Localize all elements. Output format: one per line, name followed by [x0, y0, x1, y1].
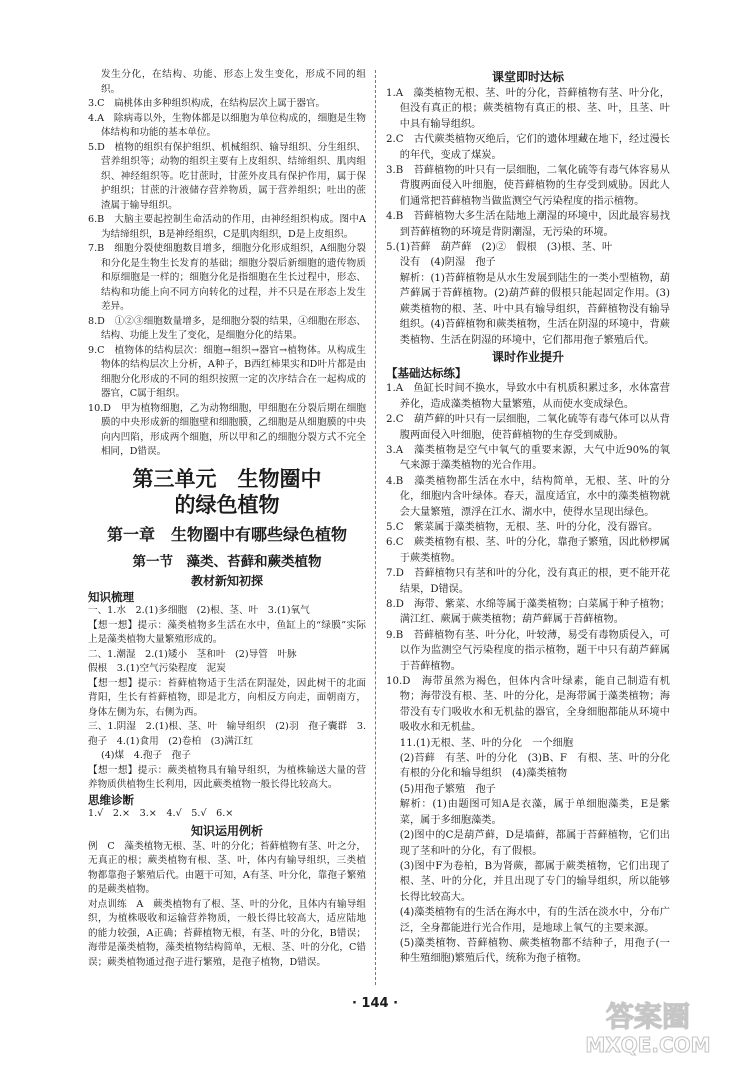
intro-text: 发生分化，在结构、功能、形态上发生变化，形成不同的组织。	[100, 69, 366, 95]
practice-answer: 对点训练 A 蕨类植物有了根、茎、叶的分化，且体内有输导组织，为植株吸收和运输营养物质，一般长得比较高大，适应陆地的能力较强，A正确；苔藓植物无根，有茎、叶的分化，B错误；海带是藻类植物，藻类植物结构简单，无根、茎、叶的分化，C错误；蕨类植物通过孢子进行繁殖，是孢子植物，D错误。	[88, 898, 366, 968]
think-1: 【想一想】提示：藻类植物多生活在水中，鱼缸上的“绿膜”实际上是藻类植物大量繁殖形成的。	[88, 619, 366, 645]
watermark-logo	[578, 996, 718, 1058]
basic-answer-list	[386, 381, 670, 735]
answer-item: 5.D 植物的组织有保护组织、机械组织、输导组织、分生组织、营养组织等；动物的组织主要有上皮组织、结缔组织、肌肉组织、神经组织等。吃甘蔗时，甘蔗外皮具有保护作用，属于保护组织；甘蔗的汁液储存营养物质，属于营养组织；吐出的蔗渣属于输导组织。	[88, 141, 366, 211]
analysis-11-line: (2)图中的C是葫芦藓，D是墙藓，都属于苔藓植物，它们出现了茎和叶的分化，有了假根。	[399, 830, 670, 857]
right-column	[386, 68, 681, 967]
unit-title-line2: 的绿色植物	[174, 492, 280, 517]
column-divider	[375, 70, 376, 985]
answer-5a: 5.(1)苔藓 葫芦藓 (2)② 假根 (3)根、茎、叶	[386, 242, 613, 254]
diagnosis-label: 思维诊断	[88, 792, 134, 807]
analysis-5: 解析：(1)苔藓植物是从水生发展到陆生的一类小型植物，葫芦藓属于苔藓植物。(2)葫芦藓的假根只能起固定作用。(3)蕨类植物的根、茎、叶中具有输导组织，苔藓植物没有输导组织。(4)苔藓植物和蕨类植物，生活在阴湿的环境中，背蕨类植物、生活在阴湿的环境中，它们都用孢子繁殖后代。	[399, 272, 670, 346]
answer-item: 3.C 扁桃体由多种组织构成，在结构层次上属于器官。	[88, 98, 326, 109]
section-title: 第一节 藻类、苔藓和蕨类植物	[132, 553, 322, 570]
heading-apply: 知识运用例析	[190, 823, 263, 838]
answer-item: 6.C 蕨类植物有根、茎、叶的分化，靠孢子繁殖，因此桫椤属于蕨类植物。	[386, 537, 670, 564]
answer-11-line: (2)苔藓 有茎、叶的分化 (3)B、F 有根、茎、叶的分化 有根的分化和输导组织 (4)藻类植物	[399, 753, 681, 780]
think-2: 【想一想】提示：苔藓植物适于生活在阴湿处，因此树干的北面背阳，生长有苔藓植物，即是北方，向相反方向走，面朝南方，身体左侧为东，右侧为西。	[88, 677, 366, 718]
answer-11-line: 11.(1)无根、茎、叶的分化 一个细胞	[399, 737, 574, 749]
analysis-11-line: 解析：(1)由题图可知A是衣藻，属于单细胞藻类，E是紫菜，属于多细胞藻类。	[399, 799, 670, 826]
classroom-answer-list	[386, 86, 670, 240]
left-answer-list	[88, 97, 366, 460]
knowledge-label: 知识梳理	[88, 589, 134, 604]
answer-item: 10.D 海带虽然为褐色，但体内含叶绿素，能自己制造有机物；海带没有根、茎、叶的分化，是海带属于藻类植物；海带没有专门吸收水和无机盐的器官，全身细胞都能从环境中吸收水和无机盐。	[386, 676, 670, 734]
analysis-11-line: (5)藻类植物、苔藓植物、蕨类植物都不结种子，用孢子(一种生殖细胞)繁殖后代，统称为孢子植物。	[399, 937, 670, 965]
answer-item: 7.B 细胞分裂使细胞数目增多，细胞分化形成组织，A细胞分裂和分化是生物生长发育的基础；细胞分裂后新细胞的遗传物质和原细胞是一样的；细胞分化是指细胞在生长过程中，形态、结构和功能上向不同方向转化的过程，并不只是在形态上发生差异。	[88, 243, 366, 312]
answer-item: 7.D 苔藓植物只有茎和叶的分化，没有真正的根，更不能开花结果，D错误。	[386, 568, 670, 595]
answer-item: 4.B 藻类植物都生活在水中，结构简单，无根、茎、叶的分化，细胞内含叶绿体。春天，温度适宜，水中的藻类植物就会大量繁殖，漂浮在江水、湖水中，使得水呈现出绿色。	[386, 475, 670, 518]
answer-11-line: (5)用孢子繁殖 孢子	[399, 783, 496, 795]
analysis-11-line: (3)图中F为卷柏，B为肾蕨，都属于蕨类植物，它们出现了根、茎、叶的分化，并且出现了专门的输导组织，所以能够长得比较高大。	[399, 860, 670, 903]
svg-text:MXQE.COM: MXQE.COM	[585, 1033, 711, 1057]
heading-classroom: 课堂即时达标	[491, 70, 564, 84]
answer-item: 6.B 大脑主要起控制生命活动的作用，由神经组织构成。图中A为结缔组织，B是神经组织，C是肌肉组织，D是上皮组织。	[88, 214, 366, 240]
heading-preview: 教材新知初探	[190, 573, 263, 588]
analysis-11	[386, 797, 670, 966]
unit-title	[88, 466, 366, 518]
answer-item: 8.D ①②③细胞数量增多，是细胞分裂的结果，④细胞在形态、结构、功能上发生了变化，是细胞分化的结果。	[88, 315, 366, 341]
analysis-11-line: (4)藻类植物有的生活在海水中，有的生活在淡水中，分布广泛，全身都能进行光合作用，是地球上氧气的主要来源。	[399, 907, 670, 934]
chapter-title: 第一章 生物圈中有哪些绿色植物	[106, 524, 347, 544]
knowledge-3a: 三、1.阴湿 2.(1)根、茎、叶 输导组织 (2)羽 孢子囊群 3.孢子 4.(1)食用 (2)卷柏 (3)满江红	[88, 721, 366, 747]
answer-5b: 没有 (4)阴湿 孢子	[399, 257, 496, 269]
knowledge-1: 一、1.水 2.(1)多细胞 (2)根、茎、叶 3.(1)氧气	[88, 605, 310, 616]
answer-item: 3.A 藻类植物是空气中氧气的重要来源，大气中近90%的氧气来源于藻类植物的光合作用。	[386, 444, 670, 472]
answer-item: 1.A 藻类植物无根、茎、叶的分化，苔藓植物有茎、叶分化，但没有真正的根；蕨类植物有真正的根、茎、叶，且茎、叶中具有输导组织。	[386, 88, 670, 130]
unit-title-line1: 第三单元 生物圈中	[132, 466, 322, 491]
answer-item: 2.C 葫芦藓的叶只有一层细胞，二氧化硫等有毒气体可以从背腹两面侵入叶细胞，使苔藓植物的生存受到威胁。	[386, 414, 670, 441]
answer-item: 4.B 苔藓植物大多生活在陆地上潮湿的环境中，因此最容易找到苔藓植物的环境是背阴潮湿，无污染的环境。	[386, 211, 670, 238]
knowledge-2a: 二、1.潮湿 2.(1)矮小 茎和叶 (2)导管 叶脉	[88, 648, 297, 660]
svg-text:答案圈: 答案圈	[605, 1000, 691, 1033]
answer-item: 2.C 古代蕨类植物灭绝后，它们的遗体埋藏在地下，经过漫长的年代，变成了煤炭。	[386, 134, 670, 161]
left-column	[88, 68, 366, 970]
page-number: · 144 ·	[351, 996, 399, 1011]
diagnosis-answers: 1.√ 2.× 3.× 4.√ 5.√ 6.×	[88, 808, 234, 819]
think-3: 【想一想】提示：蕨类植物具有输导组织，为植株输送大量的营养物质供植物生长利用，因此蕨类植物一般长得比较高大。	[88, 764, 366, 790]
answer-item: 1.A 鱼缸长时间不换水，导致水中有机质积累过多，水体富营养化，造成藻类植物大量繁殖，从而使水变成绿色。	[386, 383, 670, 410]
knowledge-3b: (4)煤 4.孢子 孢子	[100, 750, 191, 761]
knowledge-2b: 假根 3.(1)空气污染程度 泥炭	[88, 663, 226, 674]
answer-item: 8.D 海带、紫菜、水绵等属于藻类植物；白菜属于种子植物；满江红、蕨属于蕨类植物；葫芦藓属于苔藓植物。	[386, 599, 670, 626]
heading-after-class: 课时作业提升	[491, 349, 564, 364]
example-answer: 例 C 藻类植物无根、茎、叶的分化；苔藓植物有茎、叶之分，无真正的根；蕨类植物有根、茎、叶，体内有输导组织，三类植物都靠孢子繁殖后代。由题干可知，A有茎、叶分化，靠孢子繁殖的是蕨类植物。	[88, 840, 366, 895]
answer-item: 9.C 植物体的结构层次：细胞→组织→器官→植物体。从构成生物体的结构层次上分析，A种子，B西红柿果实和D叶片都是由细胞分化形成的不同的组织按照一定的次序结合在一起构成的器官，C属于组织。	[88, 344, 366, 399]
answer-item: 5.C 紫菜属于藻类植物，无根、茎、叶的分化，没有器官。	[386, 521, 659, 533]
answer-item: 9.B 苔藓植物有茎、叶分化，叶较薄，易受有毒物质侵入，可以作为监测空气污染程度的指示植物，题干中只有葫芦藓属于苔藓植物。	[386, 629, 670, 672]
basic-label: 【基础达标练】	[386, 365, 467, 380]
answer-item: 3.B 苔藓植物的叶只有一层细胞，二氧化硫等有毒气体容易从背腹两面侵入叶细胞，使苔藓植物的生存受到威胁。因此人们通常把苔藓植物当做监测空气污染程度的指示植物。	[386, 165, 670, 207]
answer-11	[386, 736, 681, 798]
answer-item: 4.A 除病毒以外，生物体都是以细胞为单位构成的，细胞是生物体结构和功能的基本单位。	[88, 112, 366, 138]
answer-item: 10.D 甲为植物细胞，乙为动物细胞，甲细胞在分裂后期在细胞膜的中央形成新的细胞壁和细胞膜，乙细胞是从细胞膜的中央向内凹陷，形成两个细胞，所以甲和乙的细胞分裂方式不完全相同，D错误。	[88, 402, 366, 457]
